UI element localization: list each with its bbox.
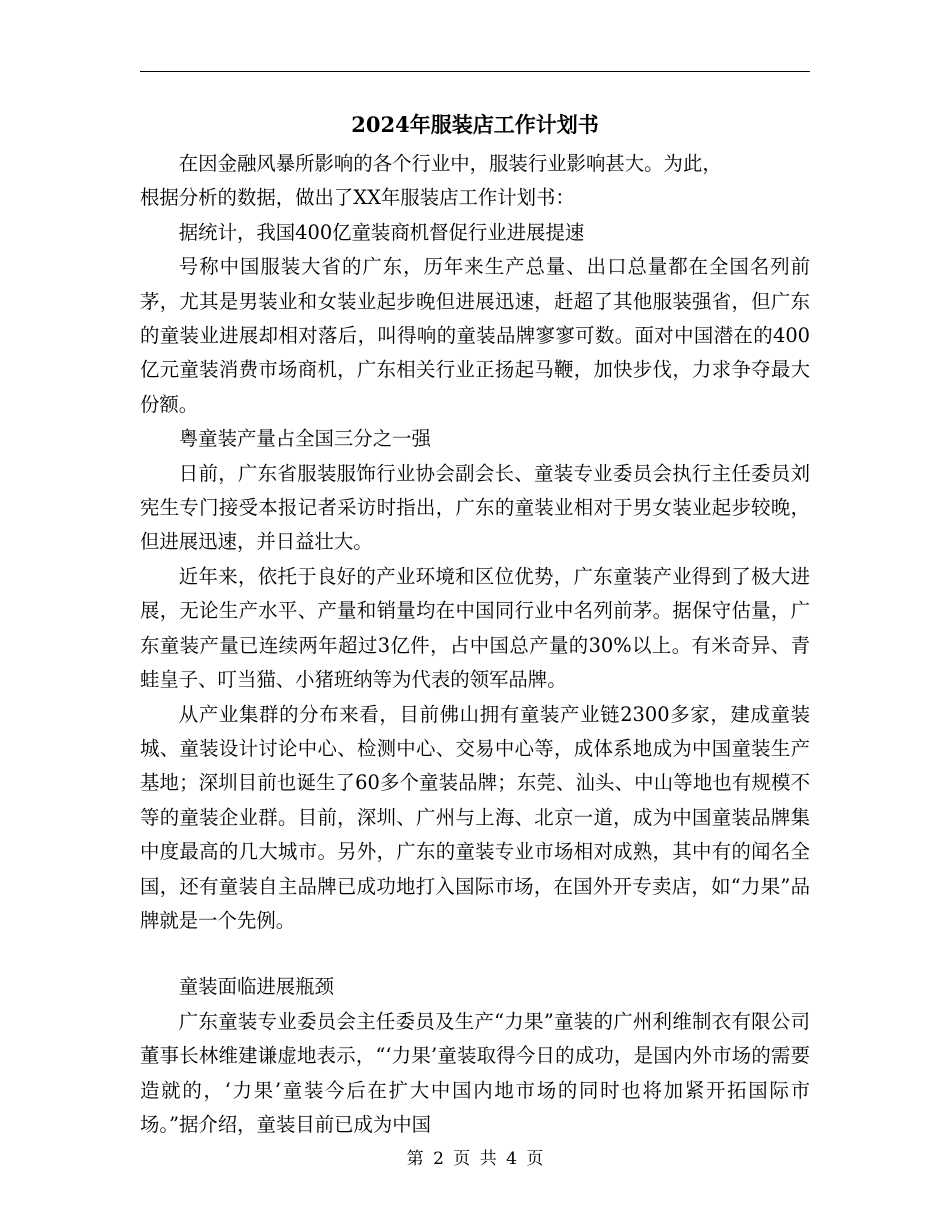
page-number-footer: 第 2 页 共 4 页 (406, 1149, 544, 1169)
paragraph-heading-output-share: 粤童装产量占全国三分之一强 (178, 427, 431, 451)
header-rule (140, 71, 810, 72)
document-title: 2024年服装店工作计划书 (351, 112, 599, 137)
paragraph-liguo-brand: 广东童装专业委员会主任委员及生产“力果”童装的广州利维制衣有限公司董事长林维建谦虚地表示，“‘力果’童装取得今日的成功，是国内外市场的需要造就的，‘力果’童装今后在扩大中国内地市场的同时也将加紧开拓国际市场。”据介绍，童装目前已成为中国 (140, 1009, 810, 1136)
paragraph-heading-statistics: 据统计，我国400亿童装商机督促行业进展提速 (178, 220, 585, 244)
paragraph-industry-progress: 近年来，依托于良好的产业环境和区位优势，广东童装产业得到了极大进展，无论生产水平、产量和销量均在中国同行业中名列前茅。据保守估量，广东童装产量已连续两年超过3亿件，占中国总产量的30%以上。有米奇异、青蛙皇子、叮当猫、小猪班纳等为代表的领军品牌。 (140, 564, 810, 692)
paragraph-guangdong-overview: 号称中国服装大省的广东，历年来生产总量、出口总量都在全国名列前茅，尤其是男装业和女装业起步晚但进展迅速，赶超了其他服装强省，但广东的童装业进展却相对落后，叫得响的童装品牌寥寥可数。面对中国潜在的400亿元童装消费市场商机，广东相关行业正扬起马鞭，加快步伐，力求争夺最大份额。 (140, 255, 810, 416)
paragraph-intro: 在因金融风暴所影响的各个行业中，服装行业影响甚大。为此， 根据分析的数据，做出了XX年服装店工作计划书： (140, 152, 722, 210)
document-body (140, 147, 810, 1142)
paragraph-heading-bottleneck: 童装面临进展瓶颈 (178, 975, 334, 999)
paragraph-association-interview: 日前，广东省服装服饰行业协会副会长、童装专业委员会执行主任委员刘宪生专门接受本报记者采访时指出，广东的童装业相对于男女装业起步较晚，但进展迅速，并日益壮大。 (140, 461, 810, 554)
paragraph-industry-clusters: 从产业集群的分布来看，目前佛山拥有童装产业链2300多家，建成童装城、童装设计讨论中心、检测中心、交易中心等，成体系地成为中国童装生产基地；深圳目前也诞生了60多个童装品牌；东莞、汕头、中山等地也有规模不等的童装企业群。目前，深圳、广州与上海、北京一道，成为中国童装品牌集中度最高的几大城市。另外，广东的童装专业市场相对成熟，其中有的闻名全国，还有童装自主品牌已成功地打入国际市场，在国外开专卖店，如“力果”品牌就是一个先例。 (140, 702, 810, 932)
